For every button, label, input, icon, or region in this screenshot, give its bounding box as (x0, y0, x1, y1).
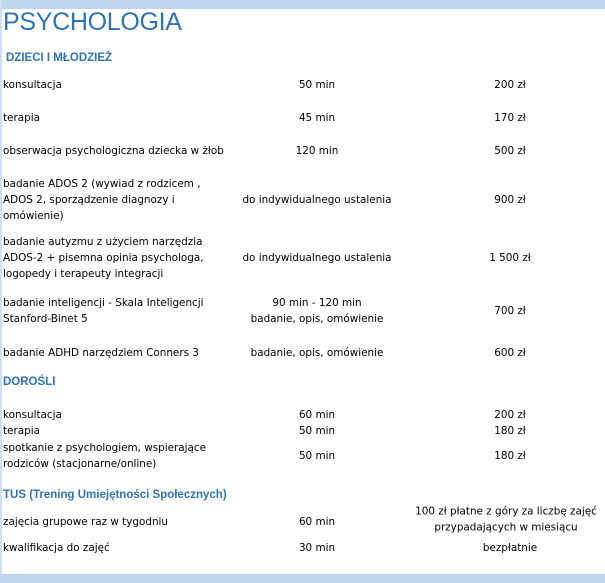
service-price: 200 zł (494, 79, 526, 91)
page-title: PSYCHOLOGIA (3, 8, 182, 36)
service-time: 45 min (298, 112, 336, 124)
service-name: terapia (3, 112, 40, 124)
service-time: 50 min (298, 425, 336, 437)
service-price: 100 zł płatne z góry za liczbę zajęć przypadających w miesiącu (415, 505, 597, 534)
service-time: do indywidualnego ustalenia (242, 194, 392, 206)
left-border (0, 0, 2, 583)
service-time: 90 min - 120 min badanie, opis, omówienie (250, 297, 384, 325)
bottom-bar (0, 574, 605, 583)
service-time: 60 min (298, 409, 336, 421)
service-time: do indywidualnego ustalenia (242, 252, 392, 264)
service-name: terapia (3, 425, 40, 437)
service-name: zajęcia grupowe raz w tygodniu (3, 516, 168, 528)
service-price: 200 zł (494, 409, 526, 421)
service-time: 30 min (298, 542, 336, 554)
service-time: 50 min (298, 450, 336, 462)
section-adults: DOROŚLI (3, 376, 56, 388)
section-tus: TUS (Trening Umiejętności Społecznych) (3, 489, 227, 501)
service-name: konsultacja (3, 409, 62, 421)
service-name: badanie ADOS 2 (wywiad z rodzicem , ADOS 2, sporządzenie diagnozy i omówienie) (3, 178, 201, 222)
service-name: konsultacja (3, 79, 62, 91)
section-children: DZIECI I MŁODZIEŻ (6, 52, 113, 64)
service-time: 50 min (298, 79, 336, 91)
service-name: badanie inteligencji - Skala Inteligencji Stanford-Binet 5 (3, 297, 204, 325)
service-name: obserwacja psychologiczna dziecka w żłob (3, 145, 224, 157)
service-price: 180 zł (494, 450, 526, 462)
service-name: kwalifikacja do zajęć (3, 542, 110, 554)
service-price: 600 zł (494, 347, 526, 359)
service-price: 900 zł (494, 194, 526, 206)
service-price: bezpłatnie (482, 542, 538, 554)
service-time: 60 min (298, 516, 336, 528)
service-time: 120 min (295, 145, 339, 157)
service-price: 700 zł (494, 305, 526, 317)
service-price: 500 zł (494, 145, 526, 157)
service-price: 170 zł (494, 112, 526, 124)
service-time: badanie, opis, omówienie (250, 347, 384, 359)
service-name: badanie autyzmu z użyciem narzędzia ADOS-2 + pisemna opinia psychologa, logopedy i terapeuty integracji (3, 236, 204, 280)
service-name: spotkanie z psychologiem, wspierające rodziców (stacjonarne/online) (3, 442, 207, 470)
service-price: 180 zł (494, 425, 526, 437)
service-name: badanie ADHD narzędziem Conners 3 (3, 347, 199, 359)
service-price: 1 500 zł (489, 252, 531, 264)
